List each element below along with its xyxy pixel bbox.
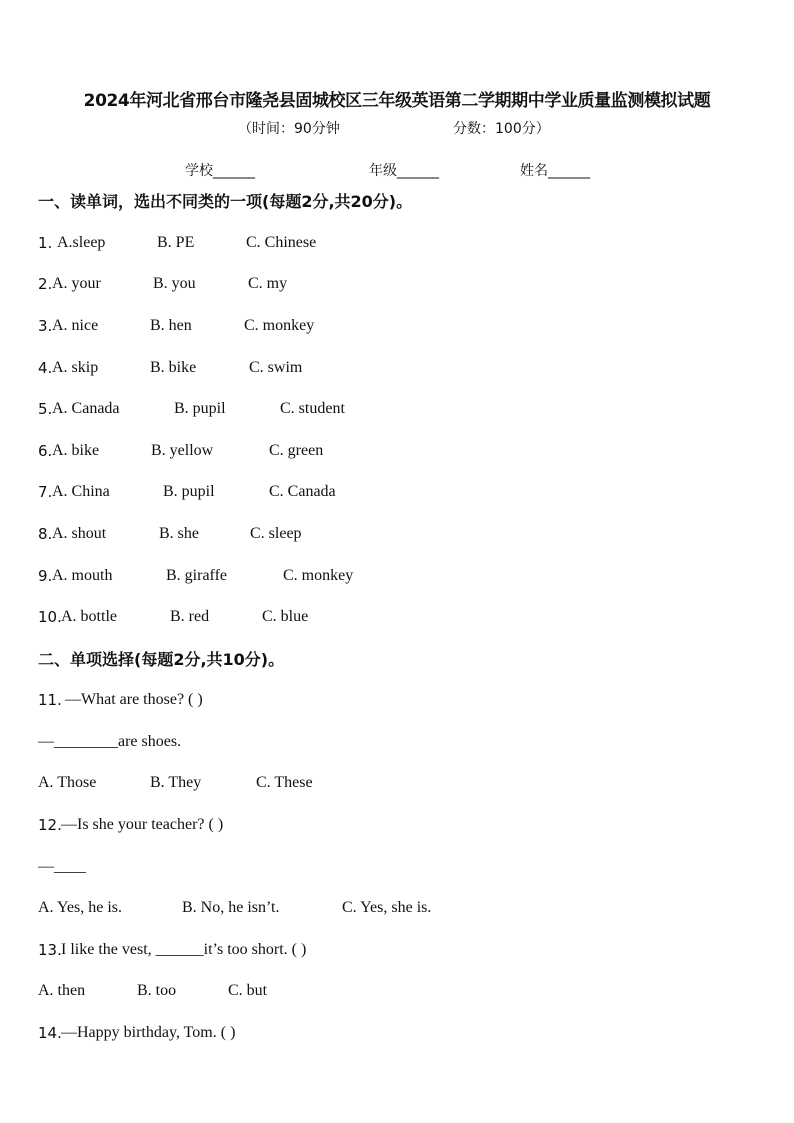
question-stem	[38, 689, 203, 711]
question-number: 2.	[38, 275, 53, 293]
option-b: B. No, he isn’t.	[182, 899, 280, 916]
name-field: 姓名______	[520, 163, 590, 179]
question-number: 9.	[38, 567, 53, 585]
question-number: 1.	[38, 234, 53, 252]
question-stem	[38, 939, 307, 961]
question-number: 13.	[38, 941, 62, 959]
option-a: A. bike	[52, 442, 100, 459]
school-field: 学校______	[185, 163, 255, 179]
question-text: —What are those? ( )	[65, 691, 203, 708]
question-row	[38, 565, 354, 587]
option-b: B. she	[159, 525, 199, 542]
option-b: B. you	[153, 275, 196, 292]
option-b: B. They	[150, 774, 202, 791]
option-a: A. China	[52, 483, 110, 500]
option-c: C. sleep	[250, 525, 302, 542]
option-b: B. PE	[157, 234, 195, 251]
question-row	[38, 273, 288, 295]
option-a: A. Yes, he is.	[38, 899, 123, 916]
question-row	[38, 232, 317, 254]
option-c: C. Yes, she is.	[342, 899, 432, 916]
question-number: 8.	[38, 525, 53, 543]
option-b: B. pupil	[174, 400, 226, 417]
question-text: —Happy birthday, Tom. ( )	[61, 1024, 236, 1041]
option-b: B. pupil	[163, 483, 215, 500]
option-b: B. red	[170, 608, 210, 625]
question-stem	[38, 1022, 236, 1044]
option-c: C. These	[256, 774, 313, 791]
grade-field: 年级______	[369, 163, 439, 179]
option-a: A. Canada	[52, 400, 120, 417]
question-number: 12.	[38, 816, 62, 834]
question-row	[38, 440, 324, 462]
option-a: A. nice	[52, 317, 99, 334]
section-1-title: 一、读单词，选出不同类的一项(每题2分,共20分)。	[38, 192, 413, 211]
option-c: C. green	[269, 442, 324, 459]
exam-score: 分数：100分）	[453, 121, 550, 137]
question-number: 3.	[38, 317, 53, 335]
question-number: 10.	[38, 608, 62, 626]
option-b: B. giraffe	[166, 567, 228, 584]
option-c: C. monkey	[283, 567, 354, 584]
option-c: C. monkey	[244, 317, 315, 334]
option-c: C. but	[228, 982, 268, 999]
option-b: B. hen	[150, 317, 192, 334]
question-number: 4.	[38, 359, 53, 377]
option-a: A. bottle	[61, 608, 117, 625]
option-c: C. my	[248, 275, 288, 292]
question-row	[38, 315, 315, 337]
question-row	[38, 357, 303, 379]
option-c: C. Chinese	[246, 234, 317, 251]
question-number: 7.	[38, 483, 53, 501]
option-b: B. too	[137, 982, 177, 999]
option-c: C. Canada	[269, 483, 336, 500]
option-a: A. mouth	[52, 567, 113, 584]
exam-title: 2024年河北省邢台市隆尧县固城校区三年级英语第二学期期中学业质量监测模拟试题	[83, 91, 711, 111]
option-a: A. skip	[52, 359, 99, 376]
option-a: A.sleep	[57, 234, 106, 251]
option-a: A. your	[52, 275, 101, 292]
question-number: 11.	[38, 691, 62, 709]
option-a: A. then	[38, 982, 86, 999]
question-row	[38, 606, 309, 628]
question-row	[38, 523, 302, 545]
option-b: B. yellow	[151, 442, 214, 459]
option-a: A. shout	[52, 525, 107, 542]
question-text: —Is she your teacher? ( )	[61, 816, 224, 833]
question-number: 5.	[38, 400, 53, 418]
section-2-title: 二、单项选择(每题2分,共10分)。	[38, 650, 285, 669]
answer-reply: —____	[38, 858, 86, 875]
question-stem	[38, 814, 224, 836]
question-row	[38, 481, 336, 503]
question-text: I like the vest, ______it’s too short. ( )	[61, 941, 307, 958]
question-number: 14.	[38, 1024, 62, 1042]
option-a: A. Those	[38, 774, 97, 791]
option-b: B. bike	[150, 359, 197, 376]
option-c: C. student	[280, 400, 345, 417]
question-row	[38, 398, 345, 420]
option-c: C. blue	[262, 608, 309, 625]
exam-time: （时间：90分钟	[238, 121, 340, 137]
question-number: 6.	[38, 442, 53, 460]
answer-reply: —________are shoes.	[38, 733, 182, 750]
option-c: C. swim	[249, 359, 303, 376]
